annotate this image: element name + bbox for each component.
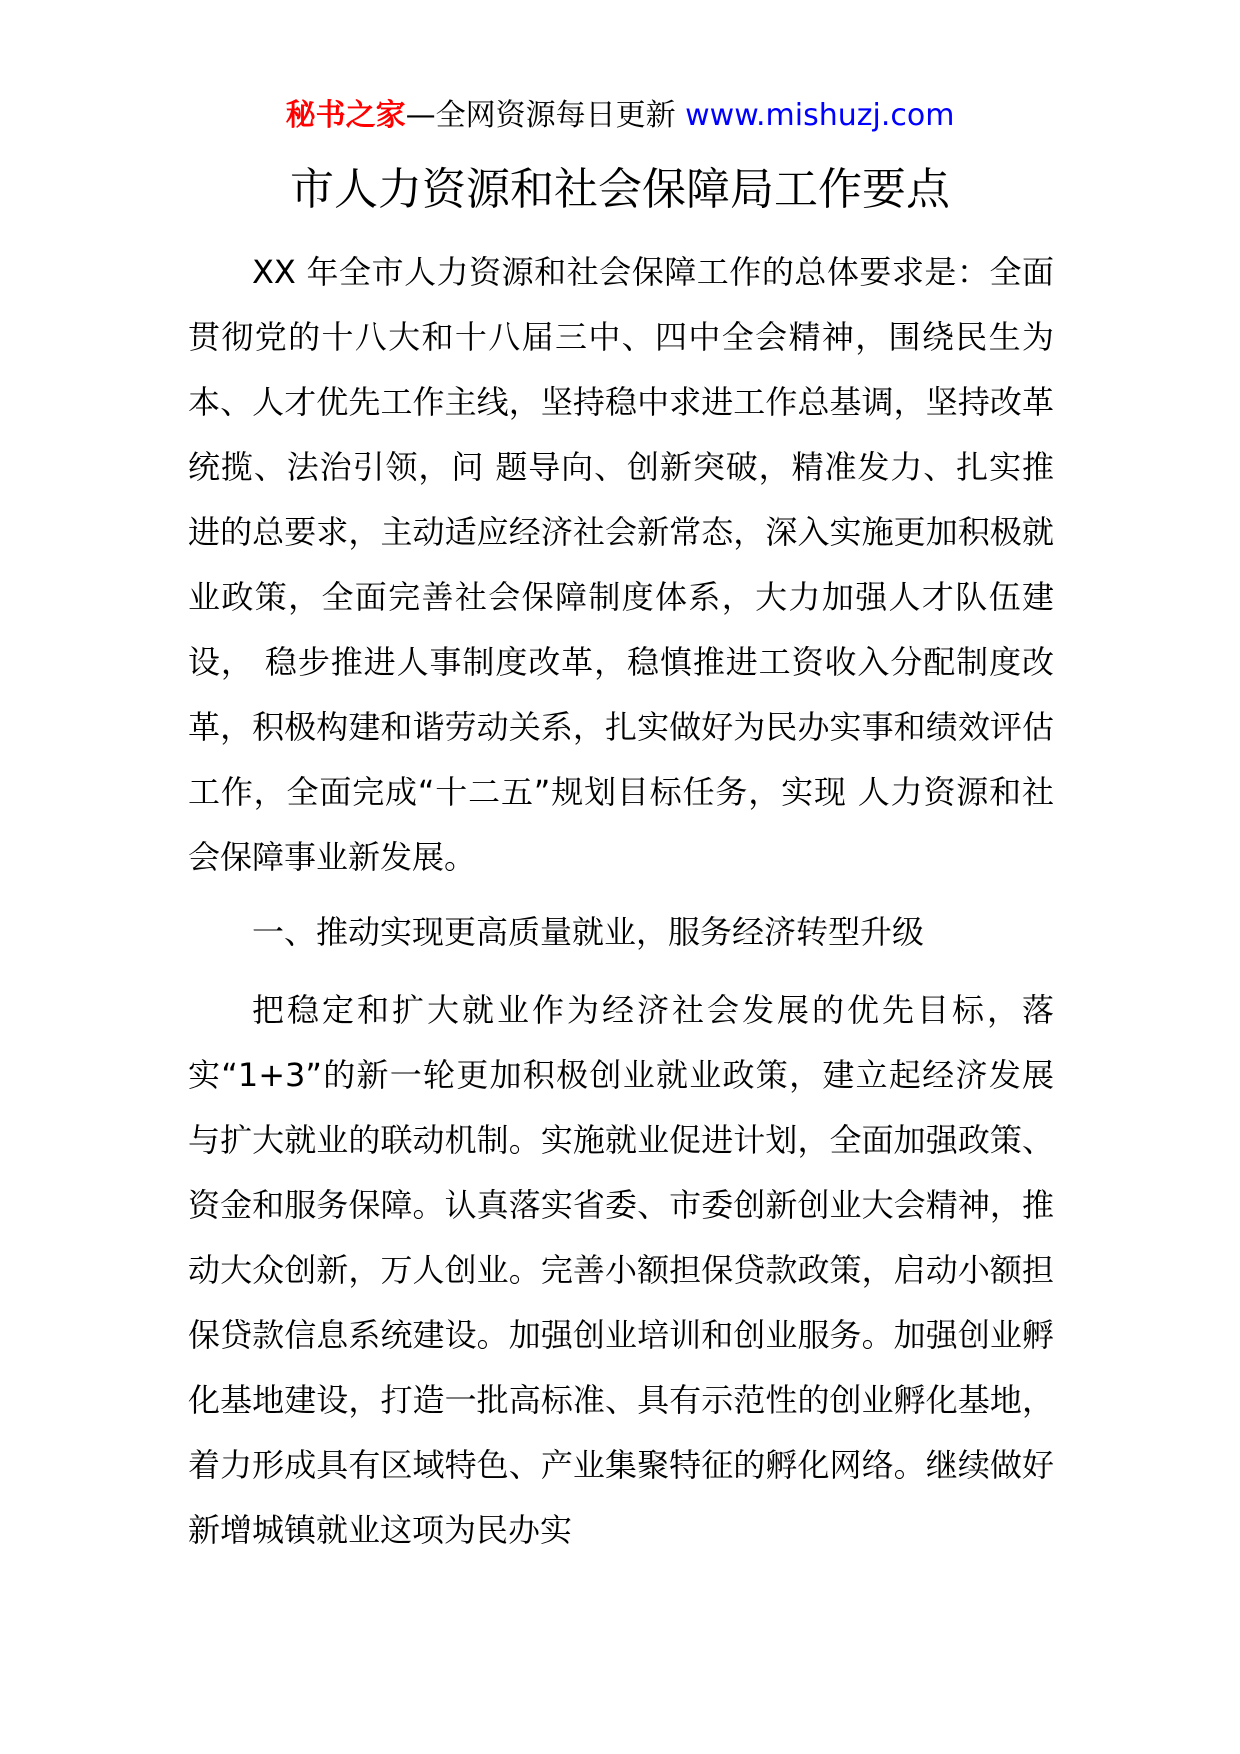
- header-tagline: —全网资源每日更新: [405, 98, 686, 133]
- site-url-link[interactable]: www.mishuzj.com: [685, 98, 955, 133]
- paragraph-section-1: 把稳定和扩大就业作为经济社会发展的优先目标，落实“1+3”的新一轮更加积极创业就业政策，建立起经济发展与扩大就业的联动机制。实施就业促进计划，全面加强政策、资金和服务保障。认真落实省委、市委创新创业大会精神，推动大众创新，万人创业。完善小额担保贷款政策，启动小额担保贷款信息系统建设。加强创业培训和创业服务。加强创业孵化基地建设，打造一批高标准、具有示范性的创业孵化基地，着力形成具有区域特色、产业集聚特征的孵化网络。继续做好新增城镇就业这项为民办实: [188, 991, 1054, 1549]
- brand-name: 秘书之家: [285, 98, 406, 133]
- site-header: [0, 96, 1240, 136]
- document-title: 市人力资源和社会保障局工作要点: [290, 164, 950, 215]
- section-heading-1: 一、推动实现更高质量就业，服务经济转型升级: [252, 913, 925, 951]
- paragraph-intro: XX 年全市人力资源和社会保障工作的总体要求是：全面贯彻党的十八大和十八届三中、四中全会精神，围绕民生为本、人才优先工作主线，坚持稳中求进工作总基调，坚持改革统揽、法治引领，问 题导向、创新突破，精准发力、扎实推进的总要求，主动适应经济社会新常态，深入实施更加积极就业政策，全面完善社会保障制度体系，大力加强人才队伍建设， 稳步推进人事制度改革，稳慎推进工资收入分配制度改革，积极构建和谐劳动关系，扎实做好为民办实事和绩效评估工作，全面完成“十二五”规划目标任务，实现 人力资源和社会保障事业新发展。: [188, 253, 1054, 876]
